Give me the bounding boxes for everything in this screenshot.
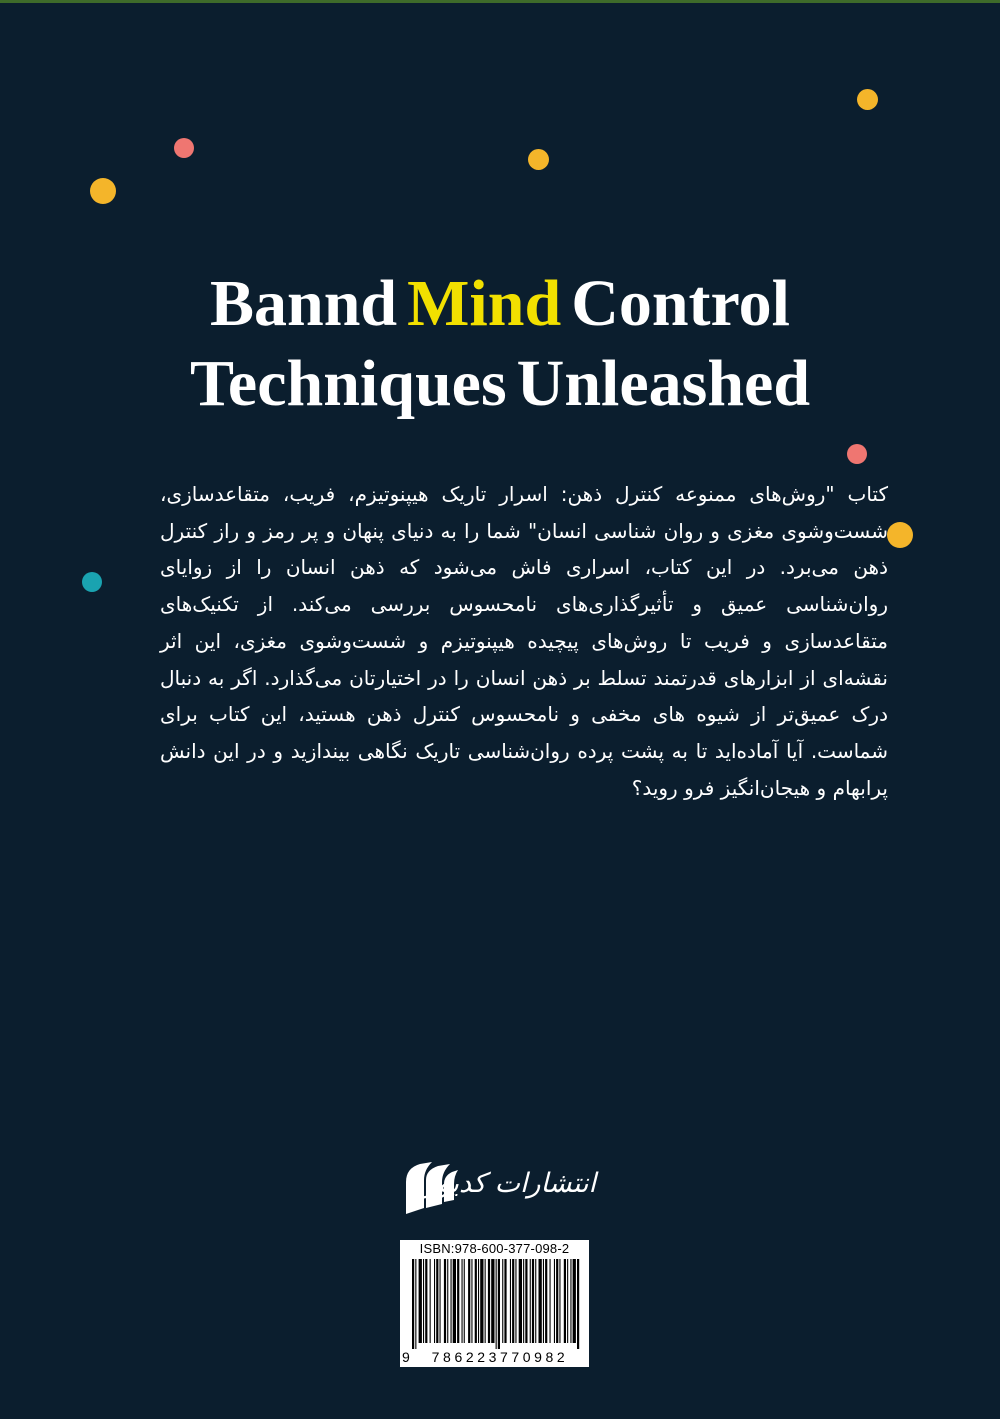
barcode-bar — [491, 1259, 494, 1343]
barcode-bar — [570, 1259, 571, 1343]
barcode-bar — [502, 1259, 503, 1343]
barcode-bar — [485, 1259, 486, 1343]
barcode-bar — [530, 1259, 531, 1343]
title-word: Control — [571, 267, 790, 340]
barcode-bar — [453, 1259, 456, 1343]
barcode-bar — [447, 1259, 448, 1343]
title-word: Bannd — [210, 267, 398, 340]
barcode-bar — [515, 1259, 516, 1343]
barcode-bar — [480, 1259, 483, 1343]
publisher-name: انتشارات کدیور — [424, 1168, 596, 1199]
isbn-label: ISBN:978-600-377-098-2 — [419, 1241, 570, 1256]
barcode-bar — [430, 1259, 431, 1343]
barcode-bar — [464, 1259, 465, 1343]
barcode-bar — [577, 1259, 579, 1349]
book-title-line-2 — [0, 344, 1000, 424]
barcode-bar — [451, 1259, 452, 1343]
top-border-line — [0, 0, 1000, 3]
barcode-bar — [543, 1259, 544, 1343]
barcode-digit-first: 9 — [402, 1349, 410, 1365]
barcode-bar — [525, 1259, 527, 1343]
barcode-bar — [498, 1259, 500, 1349]
barcode-digits-rest: 786223770982 — [431, 1349, 569, 1365]
barcode-bar — [425, 1259, 427, 1343]
barcode-bar — [457, 1259, 459, 1343]
barcode-bar — [412, 1259, 414, 1349]
barcode-bar — [512, 1259, 514, 1343]
decorative-dot-yellow — [857, 89, 878, 110]
title-word: Techniques — [189, 347, 507, 420]
decorative-dot-yellow — [90, 178, 116, 204]
barcode-bar — [573, 1259, 576, 1343]
barcode-bars — [412, 1259, 580, 1349]
barcode-bar — [554, 1259, 555, 1343]
barcode-bar — [475, 1259, 477, 1343]
barcode-bar — [523, 1259, 524, 1343]
barcode-bar — [550, 1259, 551, 1343]
book-description: کتاب "روش‌های ممنوعه کنترل ذهن: اسرار تاریک هیپنوتیزم، فریب، متقاعدسازی، شست‌وشوی مغزی و روان شناسی انسان" شما را به دنیای پنهان و پر رمز و راز کنترل ذهن می‌برد. در این کتاب، اسراری فاش می‌شود که ذهن انسان را از زوایای روان‌شناسی عمیق و تأثیرگذاری‌های نامحسوس بررسی می‌کند. از تکنیک‌های متقاعدسازی و فریب تا روش‌های پیچیده هیپنوتیزم و شست‌وشوی مغزی، این اثر نقشه‌ای از ابزارهای قدرتمند تسلط بر ذهن انسان را در اختیارتان می‌گذارد. اگر به دنبال درک عمیق‌تر از شیوه های مخفی و نامحسوس کنترل ذهن هستید، این کتاب برای شماست. آیا آماده‌اید تا به پشت پرده روان‌شناسی تاریک نگاهی بیندازید و در این دانش پرابهام و هیجان‌انگیز فرو روید؟ — [160, 482, 888, 800]
barcode-bar — [471, 1259, 472, 1343]
barcode-bar — [556, 1259, 558, 1343]
barcode-bar — [567, 1259, 568, 1343]
title-accent-word: Mind — [407, 267, 562, 340]
decorative-dot-teal — [82, 572, 102, 592]
title-word: Unleashed — [516, 347, 811, 420]
book-title-line-1 — [0, 264, 1000, 344]
barcode-bar — [488, 1259, 490, 1343]
barcode-bar — [415, 1259, 416, 1349]
decorative-dot-yellow — [528, 149, 549, 170]
barcode-bar — [539, 1259, 542, 1343]
barcode-bar — [440, 1259, 441, 1343]
barcode-bar — [462, 1259, 463, 1343]
barcode-bar — [419, 1259, 422, 1343]
barcode-bar — [496, 1259, 497, 1349]
barcode-bar — [510, 1259, 511, 1343]
barcode-bar — [478, 1259, 479, 1343]
barcode-bar — [545, 1259, 547, 1343]
barcode-bar — [532, 1259, 534, 1343]
decorative-dot-yellow — [887, 522, 913, 548]
barcode-bar — [444, 1259, 446, 1343]
publisher-block — [398, 1152, 598, 1226]
barcode-bar — [504, 1259, 506, 1343]
barcode-bar — [535, 1259, 536, 1343]
decorative-dot-pink — [174, 138, 194, 158]
barcode-bar — [423, 1259, 424, 1343]
isbn-barcode — [400, 1240, 589, 1367]
decorative-dot-pink — [847, 444, 867, 464]
barcode-bar — [436, 1259, 438, 1343]
barcode-bar — [559, 1259, 560, 1343]
barcode-bar — [468, 1259, 470, 1343]
barcode-bar — [434, 1259, 435, 1343]
barcode-bar — [519, 1259, 522, 1343]
barcode-bar — [564, 1259, 566, 1343]
